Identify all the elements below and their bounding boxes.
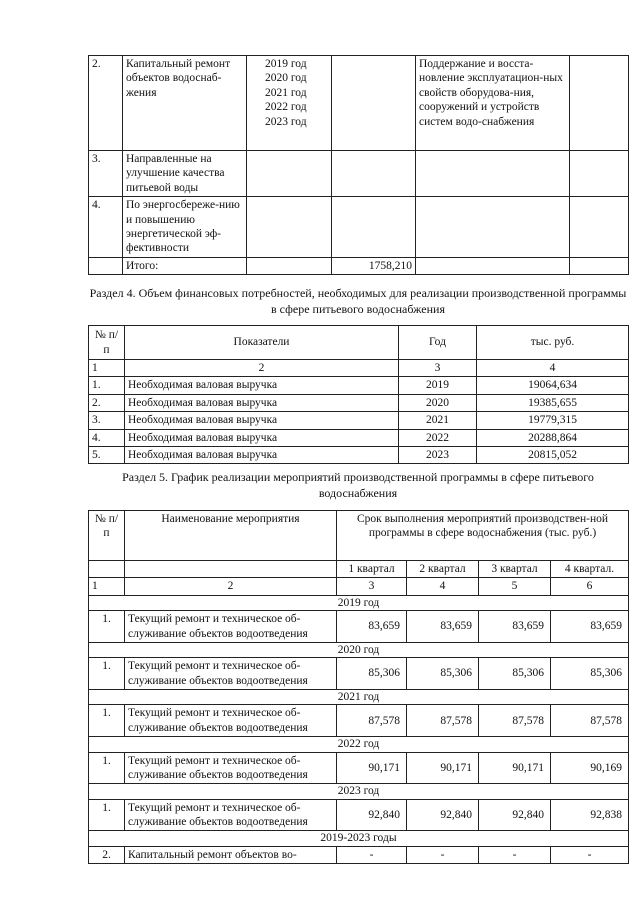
- empty-cell: [416, 151, 570, 197]
- quarter-value: 87,578: [551, 705, 629, 737]
- amount-cell: 19385,655: [477, 394, 629, 411]
- quarter-value: 83,659: [337, 611, 407, 643]
- empty-cell: [247, 197, 332, 258]
- quarter-value: 90,169: [551, 752, 629, 784]
- table-row: [89, 799, 629, 831]
- amount-cell: 19779,315: [477, 412, 629, 429]
- year-separator-row: [89, 595, 629, 610]
- indicator-name: Необходимая валовая выручка: [125, 394, 399, 411]
- year-label: 2021 год: [89, 690, 629, 705]
- col-num: 1: [89, 360, 125, 377]
- quarter-value: 92,840: [479, 799, 551, 831]
- table-row: [89, 377, 629, 394]
- year-item: 2022 год: [265, 101, 307, 114]
- measure-name: Капитальный ремонт объектов водоснаб-жения: [123, 56, 247, 151]
- column-number-row: [89, 360, 629, 377]
- table-row: [89, 429, 629, 446]
- quarter-value: -: [479, 846, 551, 863]
- quarter-value: 90,171: [407, 752, 479, 784]
- row-number: 1.: [89, 377, 125, 394]
- header-year: Год: [399, 326, 477, 360]
- col-num: 3: [337, 578, 407, 595]
- column-number-row: [89, 578, 629, 595]
- quarter-label: 4 квартал.: [551, 561, 629, 578]
- row-number: 2.: [89, 56, 123, 151]
- year-label: 2019 год: [89, 595, 629, 610]
- quarter-value: 85,306: [407, 658, 479, 690]
- empty-cell: [89, 257, 123, 274]
- measure-name: Текущий ремонт и техническое об-служивание объектов водоотведения: [125, 799, 337, 831]
- empty-cell: [416, 197, 570, 258]
- measure-name: Текущий ремонт и техническое об-служивание объектов водоотведения: [125, 752, 337, 784]
- table-row: [89, 846, 629, 863]
- empty-cell: [416, 257, 570, 274]
- amount-cell: 20815,052: [477, 446, 629, 463]
- empty-cell: [570, 197, 629, 258]
- schedule-table: [88, 510, 629, 864]
- years-list: [247, 56, 332, 151]
- empty-cell: [247, 151, 332, 197]
- measure-name: Капитальный ремонт объектов во-: [125, 846, 337, 863]
- row-number: 3.: [89, 412, 125, 429]
- quarter-value: 92,838: [551, 799, 629, 831]
- measure-name: Направленные на улучшение качества питьевой воды: [123, 151, 247, 197]
- year-separator-row: [89, 737, 629, 752]
- empty-cell: [570, 257, 629, 274]
- col-num: 6: [551, 578, 629, 595]
- row-number: 2.: [89, 846, 125, 863]
- purpose-note: Поддержание и восста-новление эксплуатацион-ных свойств оборудова-ния, сооружений и устройств систем водо-снабжения: [416, 56, 570, 151]
- quarter-value: 92,840: [337, 799, 407, 831]
- col-num: 4: [407, 578, 479, 595]
- quarter-value: 85,306: [337, 658, 407, 690]
- quarter-value: -: [337, 846, 407, 863]
- year-cell: 2022: [399, 429, 477, 446]
- measure-name: Текущий ремонт и техническое об-служивание объектов водоотведения: [125, 705, 337, 737]
- col-num: 2: [125, 360, 399, 377]
- total-row: [89, 257, 629, 274]
- year-label: 2020 год: [89, 642, 629, 657]
- quarter-value: 87,578: [479, 705, 551, 737]
- header-indicator: Показатели: [125, 326, 399, 360]
- row-number: 1.: [89, 658, 125, 690]
- year-separator-row: [89, 784, 629, 799]
- total-value: 1758,210: [332, 257, 416, 274]
- section-5-heading: Раздел 5. График реализации мероприятий производственной программы в сфере питьевого водоснабжения: [122, 470, 594, 500]
- quarter-label: 2 квартал: [407, 561, 479, 578]
- year-item: 2019 год: [265, 58, 307, 70]
- indicator-name: Необходимая валовая выручка: [125, 377, 399, 394]
- empty-cell: [125, 561, 337, 578]
- col-num: 3: [399, 360, 477, 377]
- table-row: [89, 446, 629, 463]
- quarter-value: 87,578: [337, 705, 407, 737]
- table-row: [89, 394, 629, 411]
- quarter-value: -: [407, 846, 479, 863]
- header-row: [89, 326, 629, 360]
- table-row: [89, 412, 629, 429]
- empty-cell: [89, 561, 125, 578]
- period-label: 2019-2023 годы: [89, 831, 629, 846]
- row-number: 1.: [89, 799, 125, 831]
- quarter-value: 92,840: [407, 799, 479, 831]
- year-cell: 2020: [399, 394, 477, 411]
- header-term: Срок выполнения мероприятий производствен-ной программы в сфере водоснабжения (тыс. руб.): [337, 511, 629, 561]
- empty-cell: [332, 151, 416, 197]
- amount-cell: 19064,634: [477, 377, 629, 394]
- capital-works-table: [88, 55, 629, 275]
- row-number: 4.: [89, 197, 123, 258]
- table-row: [89, 752, 629, 784]
- year-separator-row: [89, 642, 629, 657]
- financial-needs-table: [88, 325, 629, 464]
- table-row: [89, 56, 629, 151]
- header-num: № п/п: [89, 326, 125, 360]
- col-num: 2: [125, 578, 337, 595]
- measure-name: По энергосбереже-нию и повышению энергетической эф-фективности: [123, 197, 247, 258]
- year-separator-row: [89, 690, 629, 705]
- year-item: 2020 год: [265, 72, 307, 85]
- year-cell: 2021: [399, 412, 477, 429]
- quarter-value: 83,659: [479, 611, 551, 643]
- quarter-value: 85,306: [479, 658, 551, 690]
- header-num: № п/п: [89, 511, 125, 561]
- measure-name: Текущий ремонт и техническое об-служивание объектов водоотведения: [125, 658, 337, 690]
- quarter-value: 87,578: [407, 705, 479, 737]
- row-number: 1.: [89, 611, 125, 643]
- quarter-value: 83,659: [551, 611, 629, 643]
- row-number: 3.: [89, 151, 123, 197]
- quarter-value: 90,171: [479, 752, 551, 784]
- indicator-name: Необходимая валовая выручка: [125, 412, 399, 429]
- total-label: Итого:: [123, 257, 247, 274]
- indicator-name: Необходимая валовая выручка: [125, 429, 399, 446]
- quarter-value: 85,306: [551, 658, 629, 690]
- empty-cell: [570, 56, 629, 151]
- period-separator-row: [89, 831, 629, 846]
- year-cell: 2023: [399, 446, 477, 463]
- header-name: Наименование мероприятия: [125, 511, 337, 561]
- table-row: [89, 151, 629, 197]
- year-item: 2021 год: [265, 86, 307, 99]
- empty-cell: [570, 151, 629, 197]
- amount-cell: 20288,864: [477, 429, 629, 446]
- row-number: 1.: [89, 705, 125, 737]
- row-number: 4.: [89, 429, 125, 446]
- row-number: 5.: [89, 446, 125, 463]
- table-row: [89, 611, 629, 643]
- quarter-header-row: [89, 561, 629, 578]
- row-number: 2.: [89, 394, 125, 411]
- indicator-name: Необходимая валовая выручка: [125, 446, 399, 463]
- quarter-label: 3 квартал: [479, 561, 551, 578]
- empty-cell: [247, 257, 332, 274]
- col-num: 4: [477, 360, 629, 377]
- year-label: 2022 год: [89, 737, 629, 752]
- year-label: 2023 год: [89, 784, 629, 799]
- quarter-label: 1 квартал: [337, 561, 407, 578]
- quarter-value: 90,171: [337, 752, 407, 784]
- col-num: 1: [89, 578, 125, 595]
- table-row: [89, 705, 629, 737]
- empty-cell: [332, 197, 416, 258]
- table-row: [89, 658, 629, 690]
- section-4-heading: Раздел 4. Объем финансовых потребностей, необходимых для реализации производственной программы в сфере питьевого водоснабжения: [89, 286, 627, 316]
- header-amount: тыс. руб.: [477, 326, 629, 360]
- amount-cell: [332, 56, 416, 151]
- header-row: [89, 511, 629, 561]
- quarter-value: -: [551, 846, 629, 863]
- row-number: 1.: [89, 752, 125, 784]
- quarter-value: 83,659: [407, 611, 479, 643]
- year-cell: 2019: [399, 377, 477, 394]
- table-row: [89, 197, 629, 258]
- col-num: 5: [479, 578, 551, 595]
- measure-name: Текущий ремонт и техническое об-служивание объектов водоотведения: [125, 611, 337, 643]
- year-item: 2023 год: [265, 115, 307, 128]
